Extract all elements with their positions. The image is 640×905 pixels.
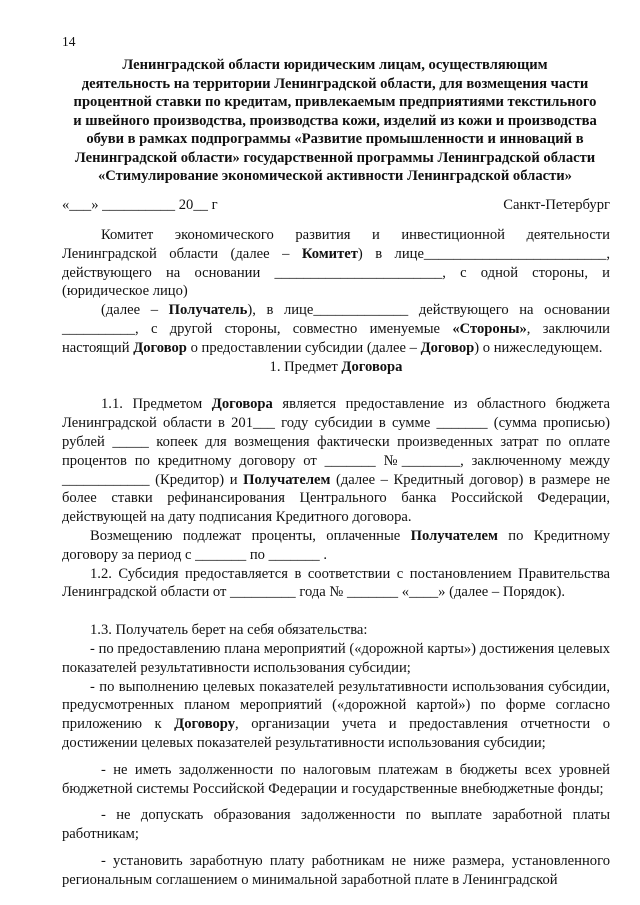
text-run: по Кредитному договору за период с _______ по _______ .: [62, 527, 610, 563]
obligation-item: - не допускать образования задолженности по выплате заработной платы работникам;: [62, 807, 610, 843]
contract-date: «___» __________ 20__ г: [62, 197, 218, 213]
contract-body: [62, 226, 610, 890]
text-run: - по выполнению целевых показателей результативности использования субсидии, предусмотренных планом мероприятий («дорожной картой») по форме согласно приложению к: [62, 678, 610, 733]
text-run: Комитет экономического развития и инвестиционной деятельности Ленинградской области (далее –: [62, 227, 610, 262]
obligation-item: - по предоставлению плана мероприятий («дорожной карты») достижения целевых показателей результативности использования субсидии;: [62, 640, 610, 676]
contract-city: Санкт-Петербург: [503, 197, 610, 213]
title-line: Ленинградской области» государственной программы Ленинградской области: [74, 149, 596, 166]
obligation-item: - установить заработную плату работникам не ниже размера, установленного региональным соглашением о минимальной заработной плате в Ленинградской: [62, 852, 610, 888]
clause-1-1-cont: [62, 527, 610, 565]
section-heading: [62, 358, 610, 377]
date-place-line: [62, 197, 610, 215]
text-run: , заключили настоящий: [62, 320, 610, 356]
text-run: (далее –: [101, 302, 169, 319]
text-run: (далее – Кредитный договор) в размере не более ставки рефинансирования Центрального банка Российской Федерации, действующей на дату подписания Кредитного договора.: [62, 471, 610, 526]
page-number: 14: [62, 34, 76, 49]
title-line: Ленинградской области юридическим лицам, осуществляющим: [122, 57, 548, 73]
term-recipient: Получателем: [410, 527, 498, 544]
term-contract: Договора: [211, 396, 273, 413]
clause-1-1: [62, 395, 610, 527]
clause-1-2: 1.2. Субсидия предоставляется в соответствии с постановлением Правительства Ленинградской области от _________ года № _______ «____» (далее – Порядок).: [62, 565, 610, 601]
text-run: Договора: [341, 358, 403, 375]
clause-1-3: 1.3. Получатель берет на себя обязательства:: [90, 622, 368, 639]
title-line: «Стимулирование экономической активности Ленинградской области»: [98, 168, 572, 184]
intro-paragraph-cont: [62, 301, 610, 357]
title-line: деятельность на территории Ленинградской области, для возмещения части: [81, 75, 589, 92]
title-line: обуви в рамках подпрограммы «Развитие промышленности и инноваций в: [86, 131, 584, 147]
term-recipient: Получатель: [168, 302, 248, 319]
title-line: и швейного производства, производства кожи, изделий из кожи и производства: [73, 112, 597, 129]
term-contract: Договор: [420, 339, 475, 356]
intro-paragraph: [62, 226, 610, 301]
obligation-item: [62, 678, 610, 753]
text-run: 1. Предмет: [269, 358, 342, 375]
term-contract: Договор: [133, 339, 187, 356]
text-run: , организации учета и предоставления отчетности о достижении целевых показателей результативности использования субсидии;: [62, 716, 610, 751]
text-run: Возмещению подлежат проценты, оплаченные: [90, 527, 411, 544]
text-run: ) в лице_________________________, действующего на основании _______________________, с одной стороны, и (юридическое лицо): [62, 245, 610, 300]
term-recipient: Получателем: [243, 471, 331, 488]
obligation-item: - не иметь задолженности по налоговым платежам в бюджеты всех уровней бюджетной системы Российской Федерации и государственные внебюджетные фонды;: [62, 761, 610, 797]
term-contract: Договору: [174, 716, 236, 733]
term-committee: Комитет: [301, 245, 358, 262]
document-title: [56, 56, 614, 186]
text-run: ), в лице_____________ действующего на основании __________, с другой стороны, совместно именуемые: [62, 302, 610, 337]
text-run: 1.1. Предметом: [101, 396, 212, 413]
text-run: является предоставление из областного бюджета Ленинградской области в 201___ году субсидии в сумме _______ (сумма прописью) рублей _____ копеек для возмещения фактически произведенных затрат по оплате процентов по кредитному договору от _______ №________, заключенному между ____________ (Кредитор) и: [62, 396, 610, 488]
text-run: ) о нижеследующем.: [474, 339, 603, 356]
text-run: о предоставлении субсидии (далее –: [186, 339, 421, 356]
term-parties: «Стороны»: [452, 320, 527, 337]
title-line: процентной ставки по кредитам, привлекаемым предприятиями текстильного: [73, 94, 597, 110]
